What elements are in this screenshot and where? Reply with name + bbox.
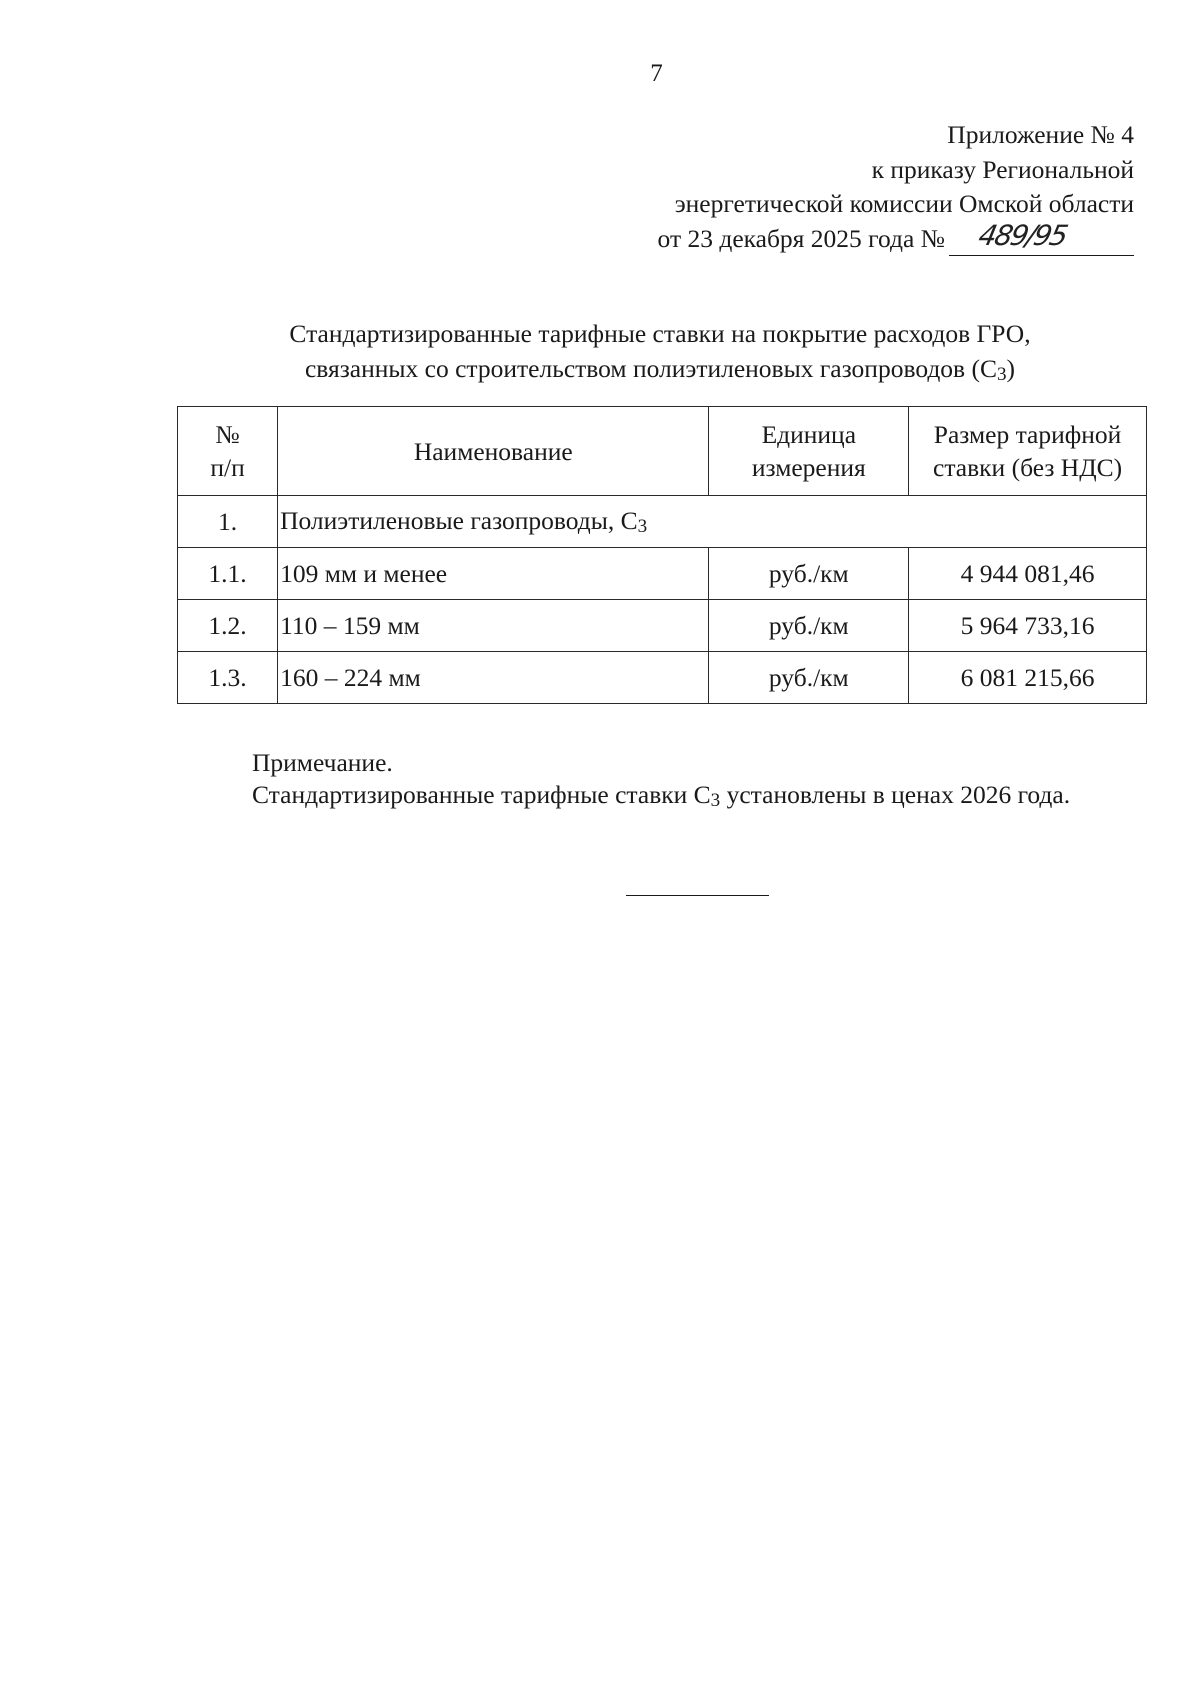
row-unit: руб./км: [709, 548, 909, 600]
title-line-2-text: связанных со строительством полиэтиленовых газопроводов (С: [304, 354, 997, 383]
section-name-subscript: 3: [637, 515, 648, 537]
appendix-order-ref: к приказу Региональной: [871, 154, 1134, 184]
header-name: Наименование: [278, 407, 709, 496]
title-line-1: Стандартизированные тарифные ставки на покрытие расходов ГРО,: [289, 319, 1031, 348]
section-name-text: Полиэтиленовые газопроводы, С: [280, 505, 638, 535]
appendix-header: [658, 118, 1134, 256]
order-date-text: от 23 декабря 2025 года №: [657, 223, 945, 253]
row-num: 1.1.: [178, 548, 278, 600]
table-row: [178, 600, 1147, 652]
row-rate: 6 081 215,66: [909, 652, 1147, 704]
header-num: [178, 407, 278, 496]
tariff-table: [177, 406, 1147, 704]
order-number-field: [949, 218, 1134, 256]
header-num-line1: №: [215, 420, 240, 449]
title-subscript: 3: [996, 363, 1007, 385]
header-rate-line1: Размер тарифной: [933, 420, 1122, 449]
section-name: [278, 496, 1147, 548]
header-unit: [709, 407, 909, 496]
table-section-row: [178, 496, 1147, 548]
header-rate: [909, 407, 1147, 496]
header-unit-line1: Единица: [761, 420, 857, 449]
end-divider: [626, 895, 769, 896]
header-rate-line2: ставки (без НДС): [933, 453, 1123, 482]
handwritten-order-number: 489/95: [975, 218, 1070, 252]
appendix-title: Приложение № 4: [947, 120, 1134, 149]
table-row: [178, 652, 1147, 704]
header-num-line2: п/п: [210, 453, 245, 482]
header-unit-line2: измерения: [751, 453, 866, 482]
row-unit: руб./км: [709, 600, 909, 652]
table-header-row: [178, 407, 1147, 496]
note-body-subscript: 3: [710, 789, 721, 811]
document-title: [160, 316, 1160, 392]
appendix-order-date-line: [657, 218, 1134, 257]
row-rate: 4 944 081,46: [909, 548, 1147, 600]
page-number: 7: [650, 60, 663, 87]
note-heading: Примечание.: [252, 748, 393, 777]
row-name: 110 – 159 мм: [278, 600, 709, 652]
row-num: 1.2.: [178, 600, 278, 652]
row-name: 160 – 224 мм: [278, 652, 709, 704]
section-num: 1.: [178, 496, 278, 548]
row-name: 109 мм и менее: [278, 548, 709, 600]
table-row: [178, 548, 1147, 600]
title-line-2: [160, 351, 1160, 392]
appendix-commission: энергетической комиссии Омской области: [674, 189, 1134, 218]
row-unit: руб./км: [709, 652, 909, 704]
note-body-suffix: установлены в ценах 2026 года.: [720, 780, 1071, 809]
title-line-2-close: ): [1006, 354, 1016, 383]
note-body: [177, 777, 1147, 819]
note-body-text: Стандартизированные тарифные ставки С: [252, 780, 711, 809]
row-num: 1.3.: [178, 652, 278, 704]
row-rate: 5 964 733,16: [909, 600, 1147, 652]
